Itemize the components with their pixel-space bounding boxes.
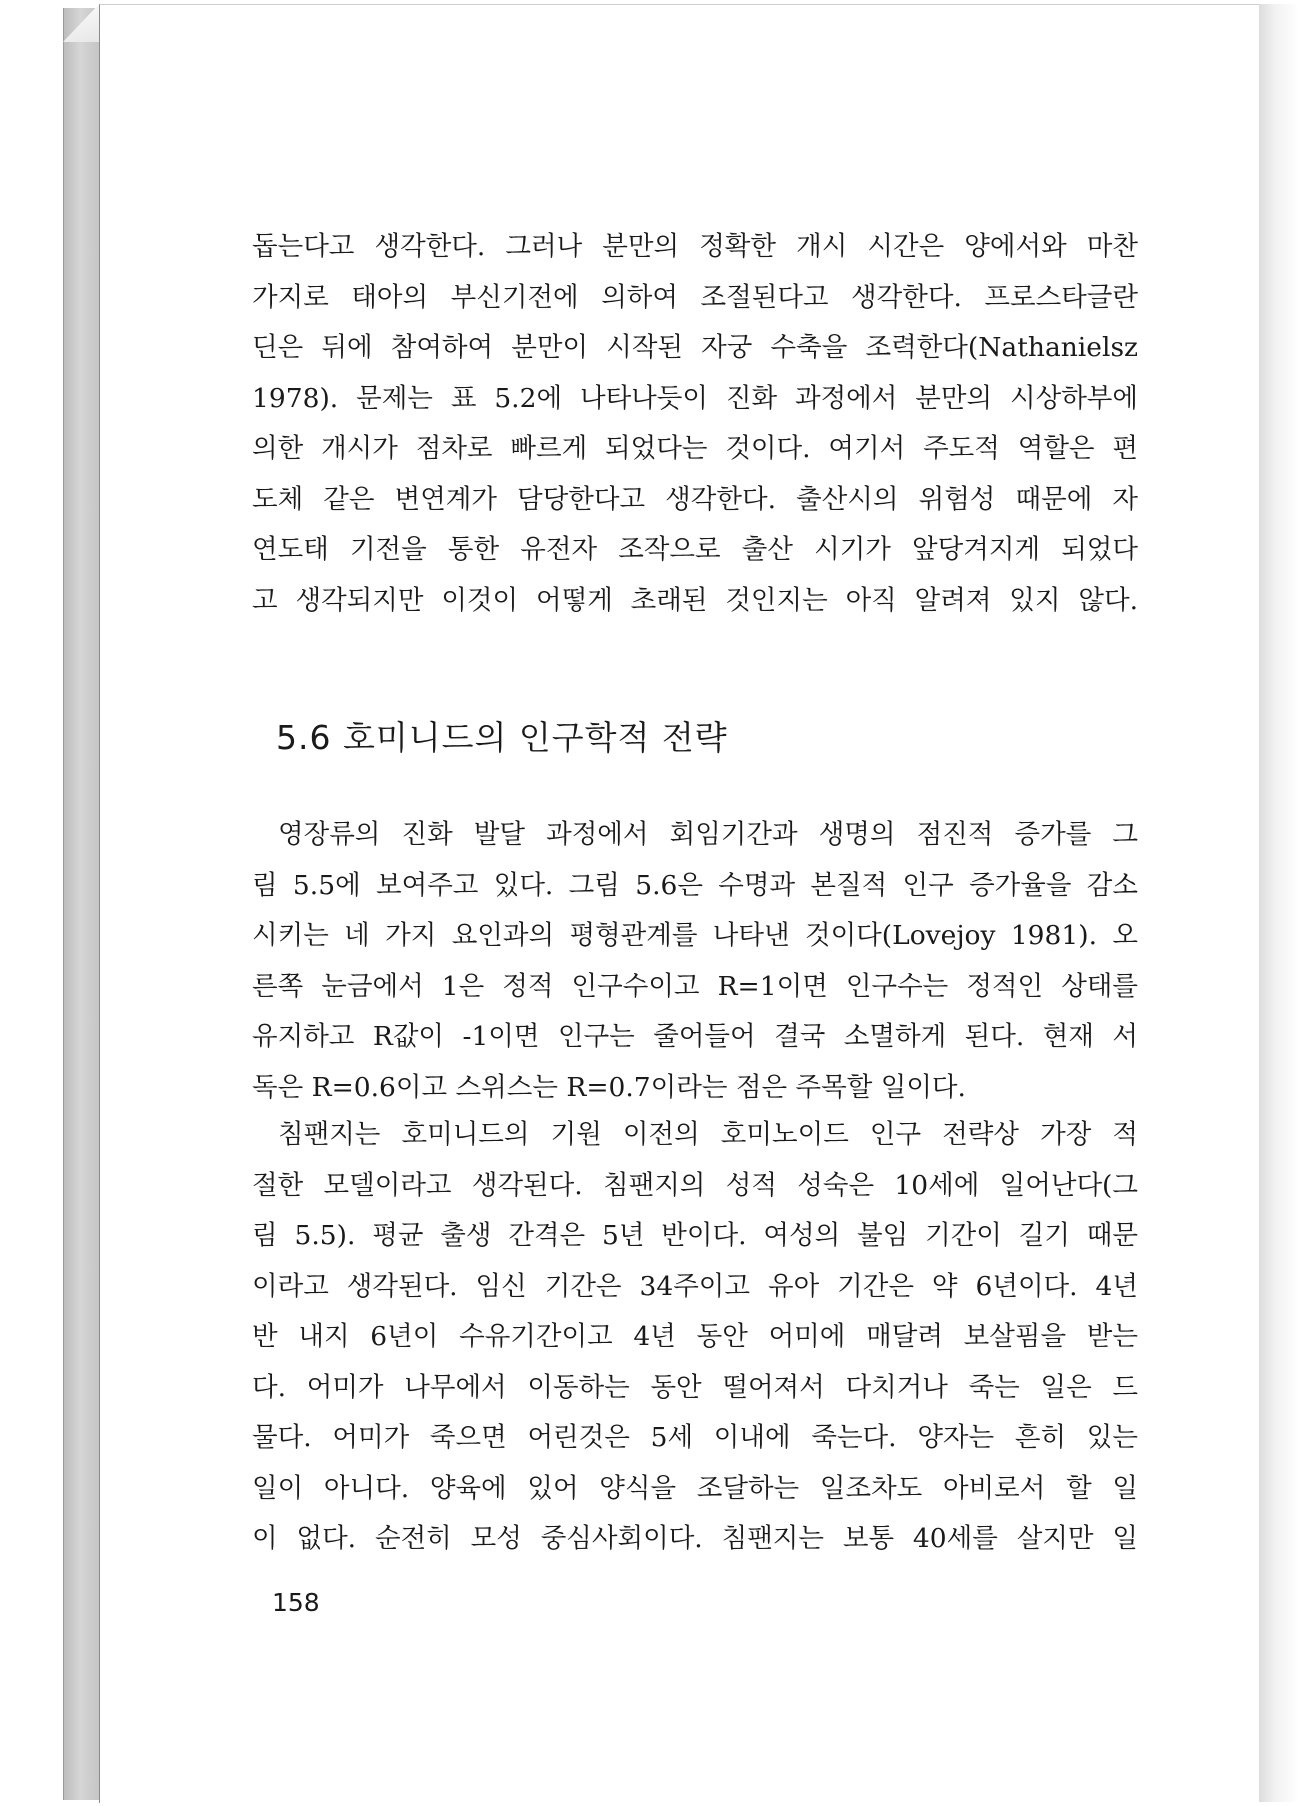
text-line: 영장류의 진화 발달 과정에서 회임기간과 생명의 점진적 증가를 그	[278, 819, 1138, 850]
text-line: 돕는다고 생각한다. 그러나 분만의 정확한 개시 시간은 양에서와 마찬	[252, 231, 1138, 262]
paragraph-continued	[252, 222, 1138, 626]
text-line: 물다. 어미가 죽으면 어린것은 5세 이내에 죽는다. 양자는 흔히 있는	[252, 1422, 1138, 1453]
text-line: 딘은 뒤에 참여하여 분만이 시작된 자궁 수축을 조력한다(Nathanielsz	[252, 332, 1139, 363]
text-line: 고 생각되지만 이것이 어떻게 초래된 것인지는 아직 알려져 있지 않다.	[252, 584, 1138, 616]
page-shadow	[1259, 4, 1299, 1802]
book-spine-edge	[63, 8, 100, 1800]
text-line: 른쪽 눈금에서 1은 정적 인구수이고 R=1이면 인구수는 정적인 상태를	[252, 970, 1138, 1002]
paragraph-population-growth	[252, 810, 1138, 1113]
text-line: 이라고 생각된다. 임신 기간은 34주이고 유아 기간은 약 6년이다. 4년	[252, 1270, 1138, 1302]
text-line: 독은 R=0.6이고 스위스는 R=0.7이라는 점은 주목할 일이다.	[252, 1071, 966, 1103]
section-heading: 5.6 호미니드의 인구학적 전략	[276, 718, 728, 757]
text-line: 침팬지는 호미니드의 기원 이전의 호미노이드 인구 전략상 가장 적	[278, 1119, 1138, 1150]
text-line: 반 내지 6년이 수유기간이고 4년 동안 어미에 매달려 보살핌을 받는	[252, 1321, 1138, 1352]
text-line: 시키는 네 가지 요인과의 평형관계를 나타낸 것이다(Lovejoy 1981). 오	[252, 920, 1138, 951]
page-number: 158	[272, 1588, 320, 1617]
text-line: 일이 아니다. 양육에 있어 양식을 조달하는 일조차도 아비로서 할 일	[252, 1472, 1138, 1504]
text-line: 가지로 태아의 부신기전에 의하여 조절된다고 생각한다. 프로스타글란	[252, 281, 1138, 313]
paragraph-chimpanzee	[252, 1110, 1138, 1565]
text-line: 림 5.5에 보여주고 있다. 그림 5.6은 수명과 본질적 인구 증가율을 감소	[252, 869, 1138, 901]
text-line: 이 없다. 순전히 모성 중심사회이다. 침팬지는 보통 40세를 살지만 일	[252, 1523, 1138, 1554]
text-line: 림 5.5). 평균 출생 간격은 5년 반이다. 여성의 불임 기간이 길기 때문	[252, 1220, 1138, 1251]
text-line: 연도태 기전을 통한 유전자 조작으로 출산 시기가 앞당겨지게 되었다	[252, 534, 1138, 565]
text-line: 유지하고 R값이 -1이면 인구는 줄어들어 결국 소멸하게 된다. 현재 서	[252, 1021, 1138, 1052]
text-line: 도체 같은 변연계가 담당한다고 생각한다. 출산시의 위험성 때문에 자	[252, 483, 1138, 515]
text-line: 절한 모델이라고 생각된다. 침팬지의 성적 성숙은 10세에 일어난다(그	[252, 1169, 1138, 1201]
text-line: 다. 어미가 나무에서 이동하는 동안 떨어져서 다치거나 죽는 일은 드	[252, 1371, 1138, 1403]
text-line: 의한 개시가 점차로 빠르게 되었다는 것이다. 여기서 주도적 역할은 편	[252, 433, 1138, 464]
text-line: 1978). 문제는 표 5.2에 나타나듯이 진화 과정에서 분만의 시상하부에	[252, 382, 1138, 414]
